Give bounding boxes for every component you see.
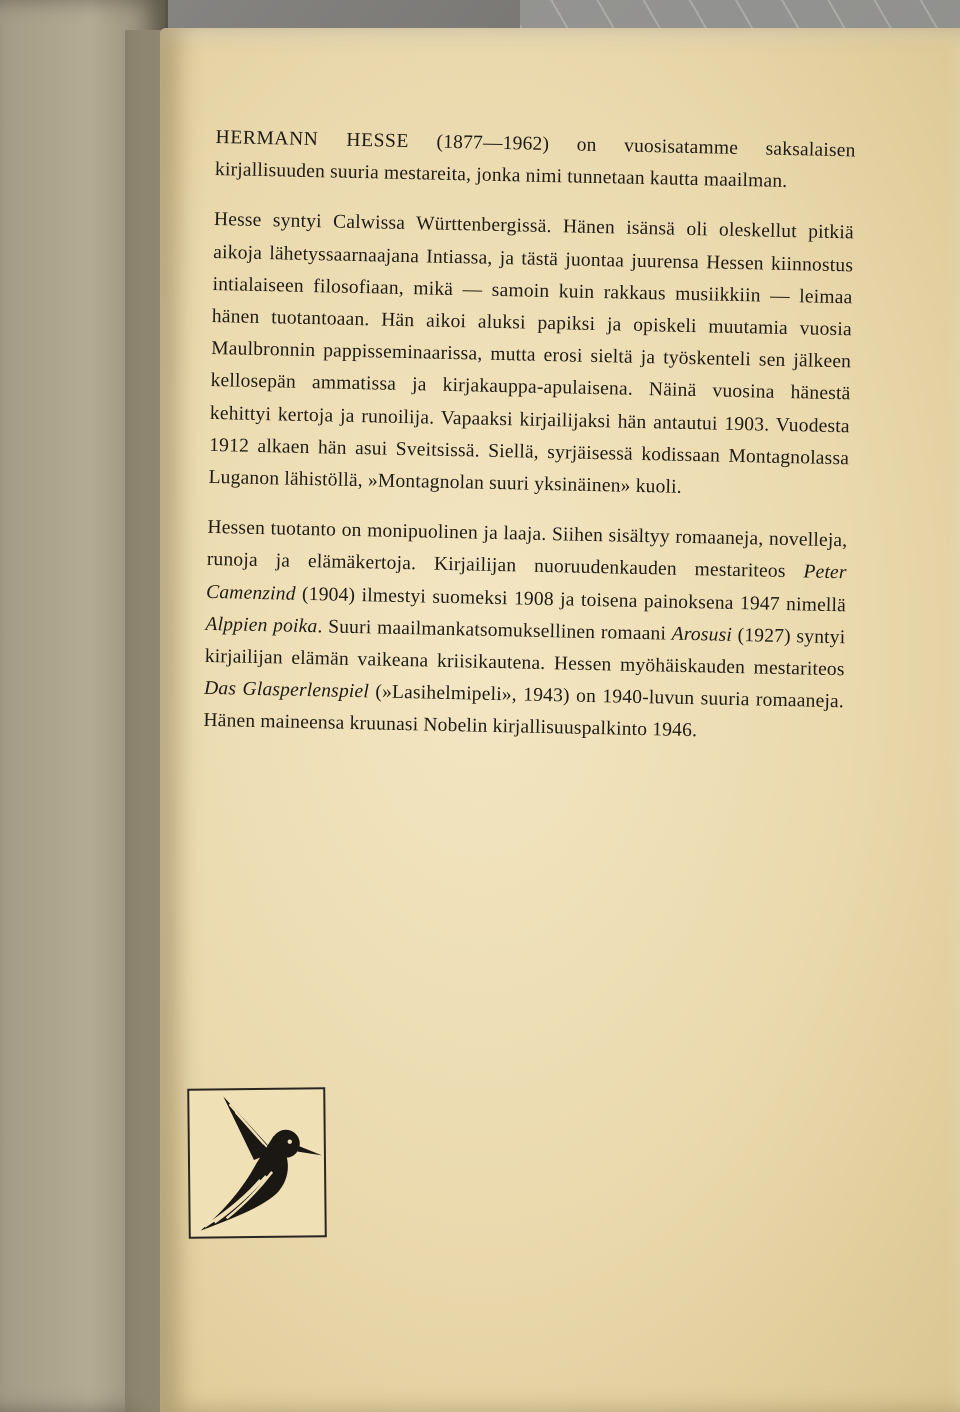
paragraph-works [203,512,848,751]
paragraph-biography: Hesse syntyi Calwissa Württenbergissä. Hänen isänsä oli oleskellut pitkiä aikoja lähetyssaarnaajana Intiassa, ja tästä juontaa juurensa Hessen kiinnostus intialaiseen filosofiaan, mikä — samoin kuin rakkaus musiikkiin — leimaa hänen tuotantoaan. Hän aikoi aluksi papiksi ja opiskeli muutamia vuosia Maulbronnin pappisseminaarissa, mutta erosi sieltä ja työskenteli sen jälkeen kellosepän ammatissa ja kirjakauppa-apulaisena. Näinä vuosina hänestä kehittyi kertoja ja runoilija. Vapaaksi kirjailijaksi hän antautui 1903. Vuodesta 1912 alkaen hän asui Sveitsissä. Siellä, syrjäisessä kodissaan Montagnolassa Luganon lähistöllä, »Montagnolan suuri yksinäinen» kuoli. [208,209,855,498]
author-name: HERMANN HESSE [215,126,410,153]
book-title-peter-camenzind: Peter Camenzind [205,561,847,605]
paragraph-intro [215,122,856,200]
works-text-4: (1927) syntyi kirjailijan elämän vaikeana kriisikautena. Hessen myöhäiskauden mestariteos [204,624,846,681]
author-biography [203,122,856,769]
book-title-alppien-poika: Alppien poika [205,613,318,638]
page-edge-shadow [125,30,165,1412]
book-title-arosusi: Arosusi [671,623,733,646]
bird-icon [189,1089,325,1236]
works-text-2: (1904) ilmestyi suomeksi 1908 ja toisena painoksena 1947 nimellä [295,583,847,616]
works-text-5: (»Lasihelmipeli», 1943) on 1940-luvun suuria romaaneja. Hänen maineensa kruunasi Nobelin kirjallisuuspalkinto 1946. [203,681,845,742]
works-text-1: Hessen tuotanto on monipuolinen ja laaja. Siihen sisältyy romaaneja, novelleja, runoja ja elämäkertoja. Kirjailijan nuoruudenkauden mestariteos [206,517,848,583]
intro-text: (1877—1962) on vuosisatamme saksalaisen kirjallisuuden suuria mestareita, jonka nimi tunnetaan kautta maailman. [214,131,856,193]
book-title-glasperlenspiel: Das Glasperlenspiel [203,678,370,703]
works-text-3: . Suuri maailmankatsomuksellinen romaani [317,616,672,645]
publisher-logo [187,1087,327,1238]
